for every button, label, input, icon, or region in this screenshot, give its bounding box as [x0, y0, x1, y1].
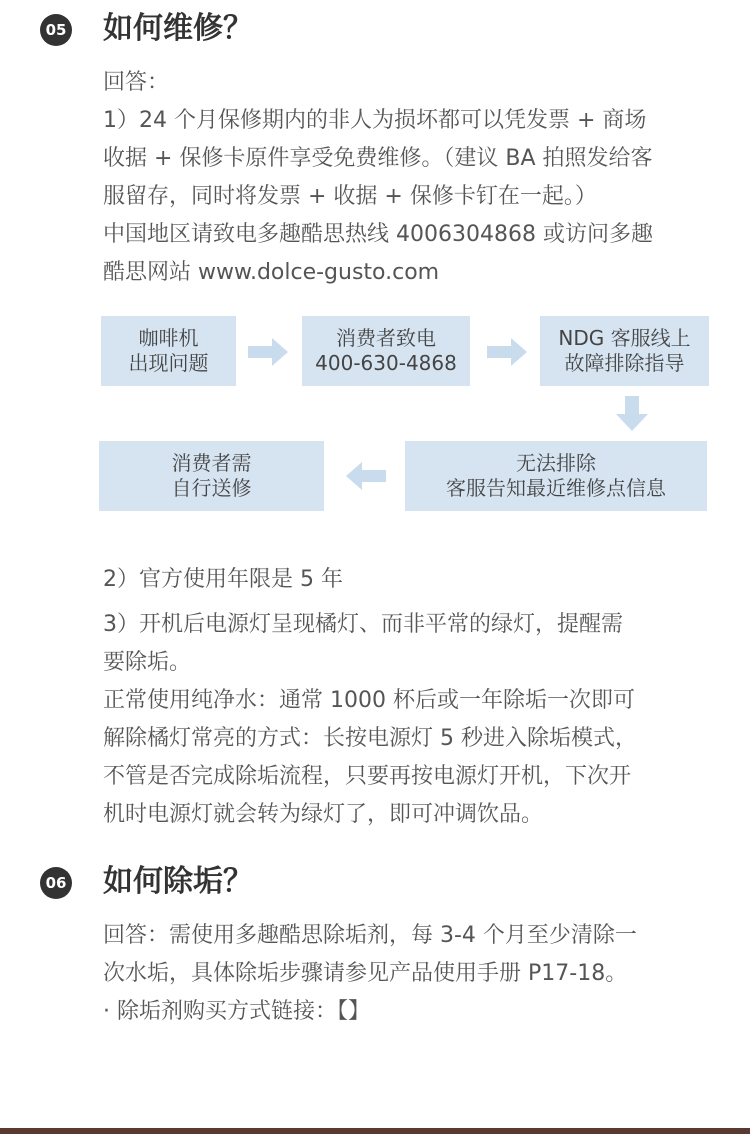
section-05-line-4: 中国地区请致电多趣酷思热线 4006304868 或访问多趣	[103, 222, 653, 247]
section-05-tip-line-2: 解除橘灯常亮的方式：长按电源灯 5 秒进入除垢模式，	[103, 726, 637, 751]
flow-step-4-line-2: 客服告知最近维修点信息	[446, 476, 666, 500]
flow-step-1-box	[101, 316, 236, 386]
section-06-purchase-link[interactable]: · 除垢剂购买方式链接：【】	[103, 999, 370, 1024]
section-05-answer-label: 回答：	[103, 70, 170, 95]
flow-step-4-box	[405, 441, 707, 511]
arrow-right-icon-2	[487, 336, 529, 368]
arrow-right-icon-1	[248, 336, 290, 368]
flow-step-2-line-2: 400-630-4868	[315, 351, 457, 375]
section-05-item-2: 2）官方使用年限是 5 年	[103, 567, 343, 592]
section-06-line-2: 次水垢，具体除垢步骤请参见产品使用手册 P17-18。	[103, 961, 628, 986]
flow-step-5-line-1: 消费者需	[171, 451, 252, 475]
flow-step-1-line-2: 出现问题	[128, 351, 209, 375]
section-05-line-3: 服留存，同时将发票 + 收据 + 保修卡钉在一起。）	[103, 184, 597, 209]
flow-step-1-line-1: 咖啡机	[138, 326, 199, 350]
arrow-left-icon	[344, 460, 386, 492]
section-05-item-3-line-1: 3）开机后电源灯呈现橘灯、而非平常的绿灯，提醒需	[103, 612, 623, 637]
section-06-line-1: 回答：需使用多趣酷思除垢剂，每 3-4 个月至少清除一	[103, 923, 637, 948]
flow-step-5-box	[99, 441, 324, 511]
section-05-tip-line-3: 不管是否完成除垢流程，只要再按电源灯开机，下次开	[103, 764, 632, 789]
flow-step-3-line-1: NDG 客服线上	[558, 326, 691, 350]
section-05-tip-line-4: 机时电源灯就会转为绿灯了，即可冲调饮品。	[103, 802, 544, 827]
section-05-line-1: 1）24 个月保修期内的非人为损坏都可以凭发票 + 商场	[103, 108, 647, 133]
section-05-item-3-line-2: 要除垢。	[103, 650, 192, 675]
flow-step-5-line-2: 自行送修	[171, 476, 252, 500]
section-05-line-5: 酷思网站 www.dolce-gusto.com	[103, 260, 440, 285]
bottom-divider-bar	[0, 1128, 750, 1134]
flow-step-2-box	[302, 316, 470, 386]
section-05-title: 如何维修？	[103, 11, 253, 46]
section-06-number-badge: 06	[40, 867, 72, 899]
flow-step-3-line-2: 故障排除指导	[564, 351, 685, 375]
flow-step-3-box	[540, 316, 709, 386]
section-06-title: 如何除垢？	[103, 864, 253, 899]
arrow-down-icon	[615, 396, 649, 432]
section-05-number-badge: 05	[40, 14, 72, 46]
flow-step-2-line-1: 消费者致电	[336, 326, 436, 350]
section-05-line-2: 收据 + 保修卡原件享受免费维修。（建议 BA 拍照发给客	[103, 146, 653, 171]
section-05-tip-line-1: 正常使用纯净水：通常 1000 杯后或一年除垢一次即可	[103, 688, 635, 713]
flow-step-4-line-1: 无法排除	[516, 451, 596, 475]
